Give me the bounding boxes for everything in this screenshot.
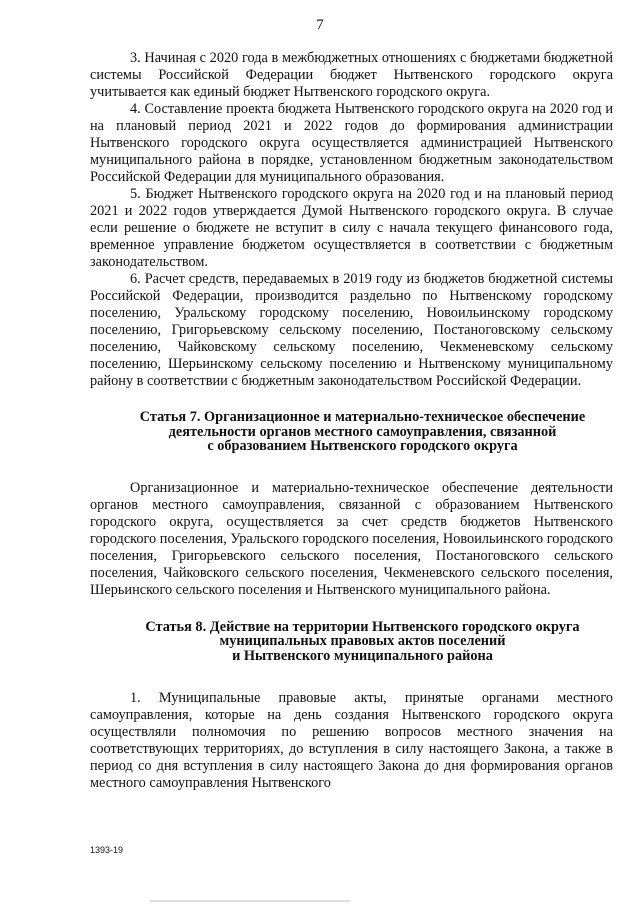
scan-artifact-divider bbox=[150, 900, 350, 902]
paragraph-3: 3. Начиная с 2020 года в межбюджетных отношениях с бюджетами бюджетной системы Российской Федерации бюджет Нытвенского городского округа учитывается как единый бюджет Нытвенского городского округа. bbox=[90, 50, 613, 100]
article-7-heading-line: с образованием Нытвенского городского округа bbox=[207, 438, 518, 454]
document-body bbox=[90, 50, 613, 792]
article-8-heading-line: Статья 8. Действие на территории Нытвенского городского округа bbox=[145, 618, 580, 635]
paragraph-4: 4. Составление проекта бюджета Нытвенского городского округа на 2020 год и на плановый период 2021 и 2022 годов до формирования администрации Нытвенского городского округа осуществляется администрацией Нытвенского муниципального района в порядке, установленном бюджетным законодательством Российской Федерации для муниципального образования. bbox=[90, 101, 613, 185]
article-8-paragraph-1: 1. Муниципальные правовые акты, принятые органами местного самоуправления, которые на день создания Нытвенского городского округа осуществляли полномочия по решению вопросов местного значения на соответствующих территориях, до вступления в силу настоящего Закона, а также в период со дня вступления в силу настоящего Закона до дня формирования органов местного самоуправления Нытвенского bbox=[90, 690, 613, 791]
article-8-heading-line: и Нытвенского муниципального района bbox=[232, 647, 493, 664]
article-7-heading-line: Статья 7. Организационное и материально-техническое обеспечение bbox=[139, 409, 586, 425]
document-code: 1393-19 bbox=[90, 845, 124, 855]
article-8-heading-line: муниципальных правовых актов поселений bbox=[219, 633, 506, 649]
article-8-heading bbox=[90, 620, 613, 664]
article-7-paragraph: Организационное и материально-техническое обеспечение деятельности органов местного самоуправления, связанной с образованием Нытвенского городского округа, осуществляется за счет средств бюджетов Нытвенского городского поселения, Уральского городского поселения, Новоильинского городского поселения, Григорьевского сельского поселения, Постаноговского сельского поселения, Чайковского сельского поселения, Чекменевского сельского поселения, Шерьинского сельского поселения и Нытвенского муниципального района. bbox=[90, 479, 613, 598]
paragraph-5: 5. Бюджет Нытвенского городского округа на 2020 год и на плановый период 2021 и 2022 годов утверждается Думой Нытвенского городского округа. В случае если решение о бюджете не вступит в силу с начала текущего финансового года, временное управление бюджетом осуществляется в соответствии с бюджетным законодательством. bbox=[90, 186, 613, 270]
paragraph-6: 6. Расчет средств, передаваемых в 2019 году из бюджетов бюджетной системы Российской Федерации, производится раздельно по Нытвенскому городскому поселению, Уральскому городскому поселению, Новоильинскому городскому поселению, Григорьевскому сельскому поселению, Постаноговскому сельскому поселению, Чайковскому сельскому поселению, Чекменевскому сельскому поселению, Шерьинскому сельскому поселению и Нытвенскому муниципальному району в соответствии с бюджетным законодательством Российской Федерации. bbox=[90, 271, 613, 389]
page-number: 7 bbox=[316, 17, 324, 33]
article-7-heading-line: деятельности органов местного самоуправления, связанной bbox=[168, 423, 557, 440]
article-7-heading bbox=[90, 410, 613, 454]
